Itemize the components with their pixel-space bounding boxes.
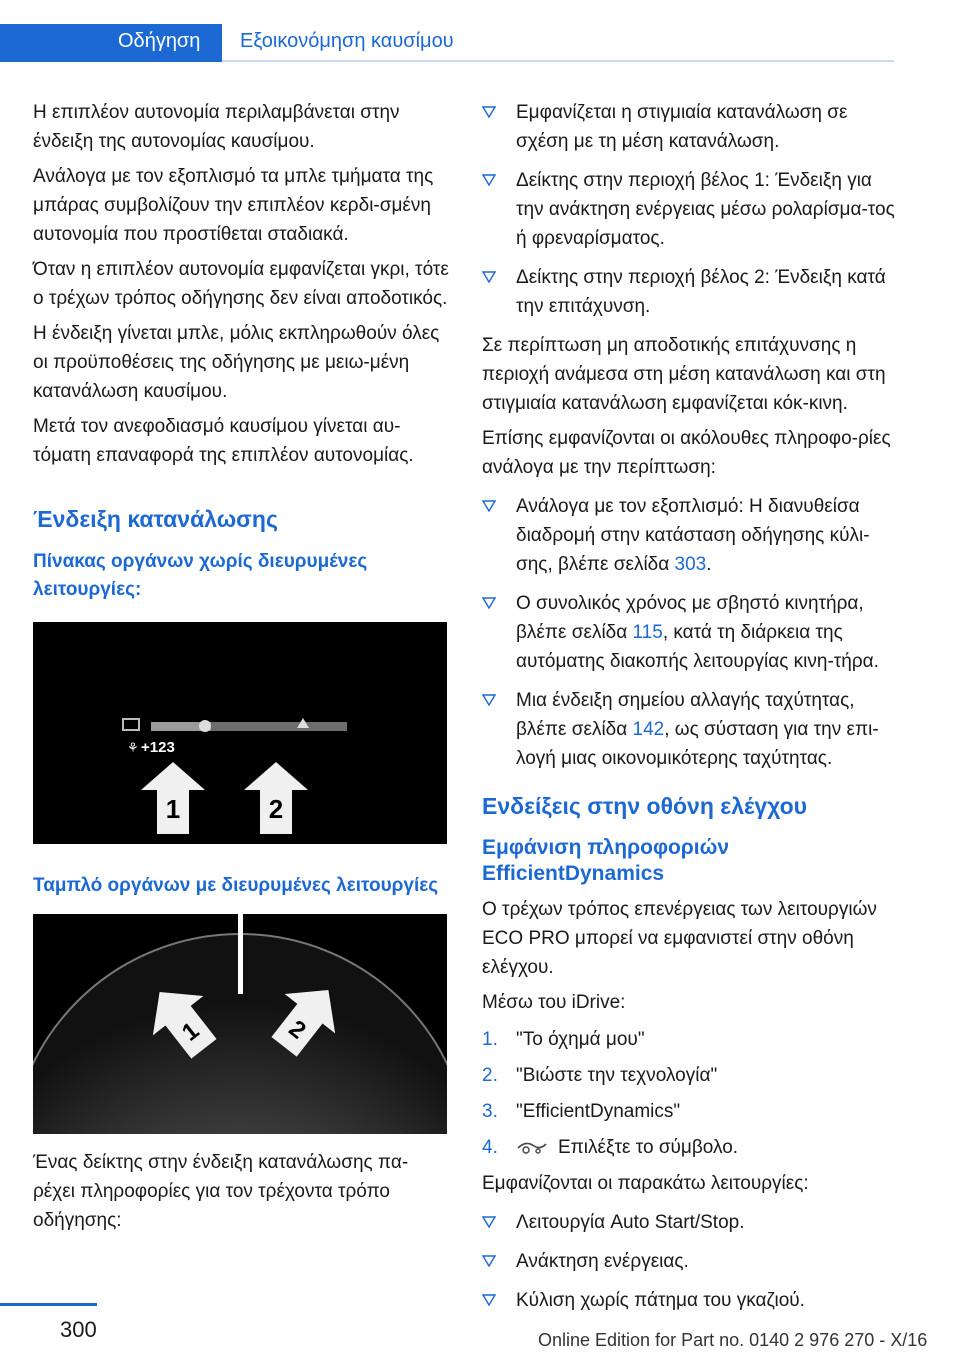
paragraph: Ένας δείκτης στην ένδειξη κατανάλωσης πα-ρέχει πληροφορίες για τον τρέχοντα τρόπο οδήγησης: bbox=[33, 1152, 409, 1231]
section-heading-consumption: Ένδειξη κατανάλωσης bbox=[33, 506, 278, 532]
svg-text:1: 1 bbox=[177, 1017, 205, 1047]
list-item: Ανάλογα με τον εξοπλισμό: Η διανυθείσα διαδρομή στην κατάσταση οδήγησης κύλι-σης, βλέπε σελίδα 303. bbox=[482, 492, 902, 579]
triangle-bullet-icon bbox=[482, 693, 496, 707]
range-text: +123 bbox=[141, 739, 175, 756]
cluster-illustration bbox=[33, 622, 447, 844]
list-item: Ο συνολικός χρόνος με σβηστό κινητήρα, βλέπε σελίδα 115, κατά τη διάρκεια της αυτόματης διακοπής λειτουργίας κινη-τήρα. bbox=[482, 589, 902, 676]
triangle-bullet-icon bbox=[482, 1254, 496, 1268]
footer-edition: Online Edition for Part no. 0140 2 976 270 - X/16 bbox=[538, 1330, 928, 1350]
triangle-bullet-icon bbox=[482, 173, 496, 187]
bullet-list bbox=[482, 98, 902, 321]
left-column bbox=[33, 98, 449, 1241]
list-item: Μια ένδειξη σημείου αλλαγής ταχύτητας, βλέπε σελίδα 142, ως σύσταση για την επι-λογή μιας οικονομικότερης ταχύτητας. bbox=[482, 686, 902, 773]
header-divider bbox=[222, 60, 894, 62]
paragraph: Ανάλογα με τον εξοπλισμό τα μπλε τμήματα της μπάρας συμβολίζουν την επιπλέον κερδι-σμένη αυτονομία που προστίθεται σταδιακά. bbox=[33, 166, 434, 245]
paragraph: Η επιπλέον αυτονομία περιλαμβάνεται στην ένδειξη της αυτονομίας καυσίμου. bbox=[33, 102, 400, 152]
list-item: Εμφανίζεται η στιγμιαία κατανάλωση σε σχέση με τη μέση κατανάλωση. bbox=[482, 98, 902, 156]
page-number: 300 bbox=[60, 1317, 97, 1342]
instrument-cluster-image bbox=[33, 622, 447, 844]
paragraph: Μέσω του iDrive: bbox=[482, 992, 626, 1013]
extended-cluster-image bbox=[33, 914, 447, 1134]
subheading-basic-cluster: Πίνακας οργάνων χωρίς διευρυμένες λειτουργίες: bbox=[33, 551, 368, 600]
step-item: 1. "Το όχημά μου" bbox=[482, 1029, 645, 1050]
paragraph: Σε περίπτωση μη αποδοτικής επιτάχυνσης η περιοχή ανάμεσα στη μέση κατανάλωση και στη στιγμιαία κατανάλωση εμφανίζεται κόκ-κινη. bbox=[482, 335, 886, 414]
page-header bbox=[0, 0, 960, 62]
efficientdynamics-symbol-icon bbox=[516, 1138, 548, 1156]
paragraph: Όταν η επιπλέον αυτονομία εμφανίζεται γκρι, τότε ο τρέχων τρόπος οδήγησης δεν είναι αποδοτικός. bbox=[33, 259, 449, 309]
section-heading-control-display: Ενδείξεις στην οθόνη ελέγχου bbox=[482, 793, 807, 819]
triangle-bullet-icon bbox=[482, 596, 496, 610]
subheading-efficientdynamics: Εμφάνιση πληροφοριών EfficientDynamics bbox=[482, 836, 730, 885]
list-item: Λειτουργία Auto Start/Stop. bbox=[482, 1208, 902, 1237]
page-link-142[interactable]: 142 bbox=[632, 719, 665, 740]
list-item: Δείκτης στην περιοχή βέλος 2: Ένδειξη κατά την επιτάχυνση. bbox=[482, 263, 902, 321]
page-link-115[interactable]: 115 bbox=[632, 622, 663, 643]
eco-icon: ⚘ bbox=[127, 740, 139, 755]
step-item: 2. "Βιώστε την τεχνολογία" bbox=[482, 1065, 718, 1086]
bullet-list bbox=[482, 1208, 902, 1315]
triangle-bullet-icon bbox=[482, 1293, 496, 1307]
drop-icon bbox=[199, 720, 211, 732]
paragraph: Η ένδειξη γίνεται μπλε, μόλις εκπληρωθούν όλες οι προϋποθέσεις της οδήγησης με μειω-μένη κατανάλωση καυσίμου. bbox=[33, 323, 440, 402]
triangle-bullet-icon bbox=[482, 105, 496, 119]
step-item: 4. Επιλέξτε το σύμβολο. bbox=[482, 1137, 739, 1158]
paragraph: Εμφανίζονται οι παρακάτω λειτουργίες: bbox=[482, 1173, 809, 1194]
extended-cluster-illustration bbox=[33, 914, 447, 1134]
needle bbox=[238, 914, 243, 994]
paragraph: Επίσης εμφανίζονται οι ακόλουθες πληροφο-ρίες ανάλογα με την περίπτωση: bbox=[482, 428, 891, 478]
svg-text:2: 2 bbox=[268, 794, 284, 824]
footer-accent-line bbox=[0, 1303, 97, 1306]
page-link-303[interactable]: 303 bbox=[674, 554, 707, 575]
header-section-tab[interactable]: Εξοικονόμηση καυσίμου bbox=[240, 30, 454, 52]
svg-text:1: 1 bbox=[165, 794, 181, 824]
triangle-bullet-icon bbox=[482, 270, 496, 284]
list-item: Κύλιση χωρίς πάτημα του γκαζιού. bbox=[482, 1286, 902, 1315]
list-item: Δείκτης στην περιοχή βέλος 1: Ένδειξη για την ανάκτηση ενέργειας μέσω ρολαρίσμα-τος ή φρεναρίσματος. bbox=[482, 166, 902, 253]
paragraph: Ο τρέχων τρόπος επενέργειας των λειτουργιών ECO PRO μπορεί να εμφανιστεί στην οθόνη ελέγχου. bbox=[482, 899, 877, 978]
paragraph: Μετά τον ανεφοδιασμό καυσίμου γίνεται αυ-τόματη επαναφορά της επιπλέον αυτονομίας. bbox=[33, 416, 414, 466]
triangle-bullet-icon bbox=[482, 1215, 496, 1229]
right-column bbox=[482, 98, 902, 1325]
bullet-list bbox=[482, 492, 902, 773]
svg-text:2: 2 bbox=[283, 1015, 311, 1045]
list-item: Ανάκτηση ενέργειας. bbox=[482, 1247, 902, 1276]
triangle-bullet-icon bbox=[482, 499, 496, 513]
subheading-extended-cluster: Ταμπλό οργάνων με διευρυμένες λειτουργίες bbox=[33, 875, 439, 896]
numbered-steps bbox=[482, 1025, 902, 1162]
header-chapter-tab[interactable]: Οδήγηση bbox=[118, 30, 201, 52]
step-item: 3. "EfficientDynamics" bbox=[482, 1101, 681, 1122]
